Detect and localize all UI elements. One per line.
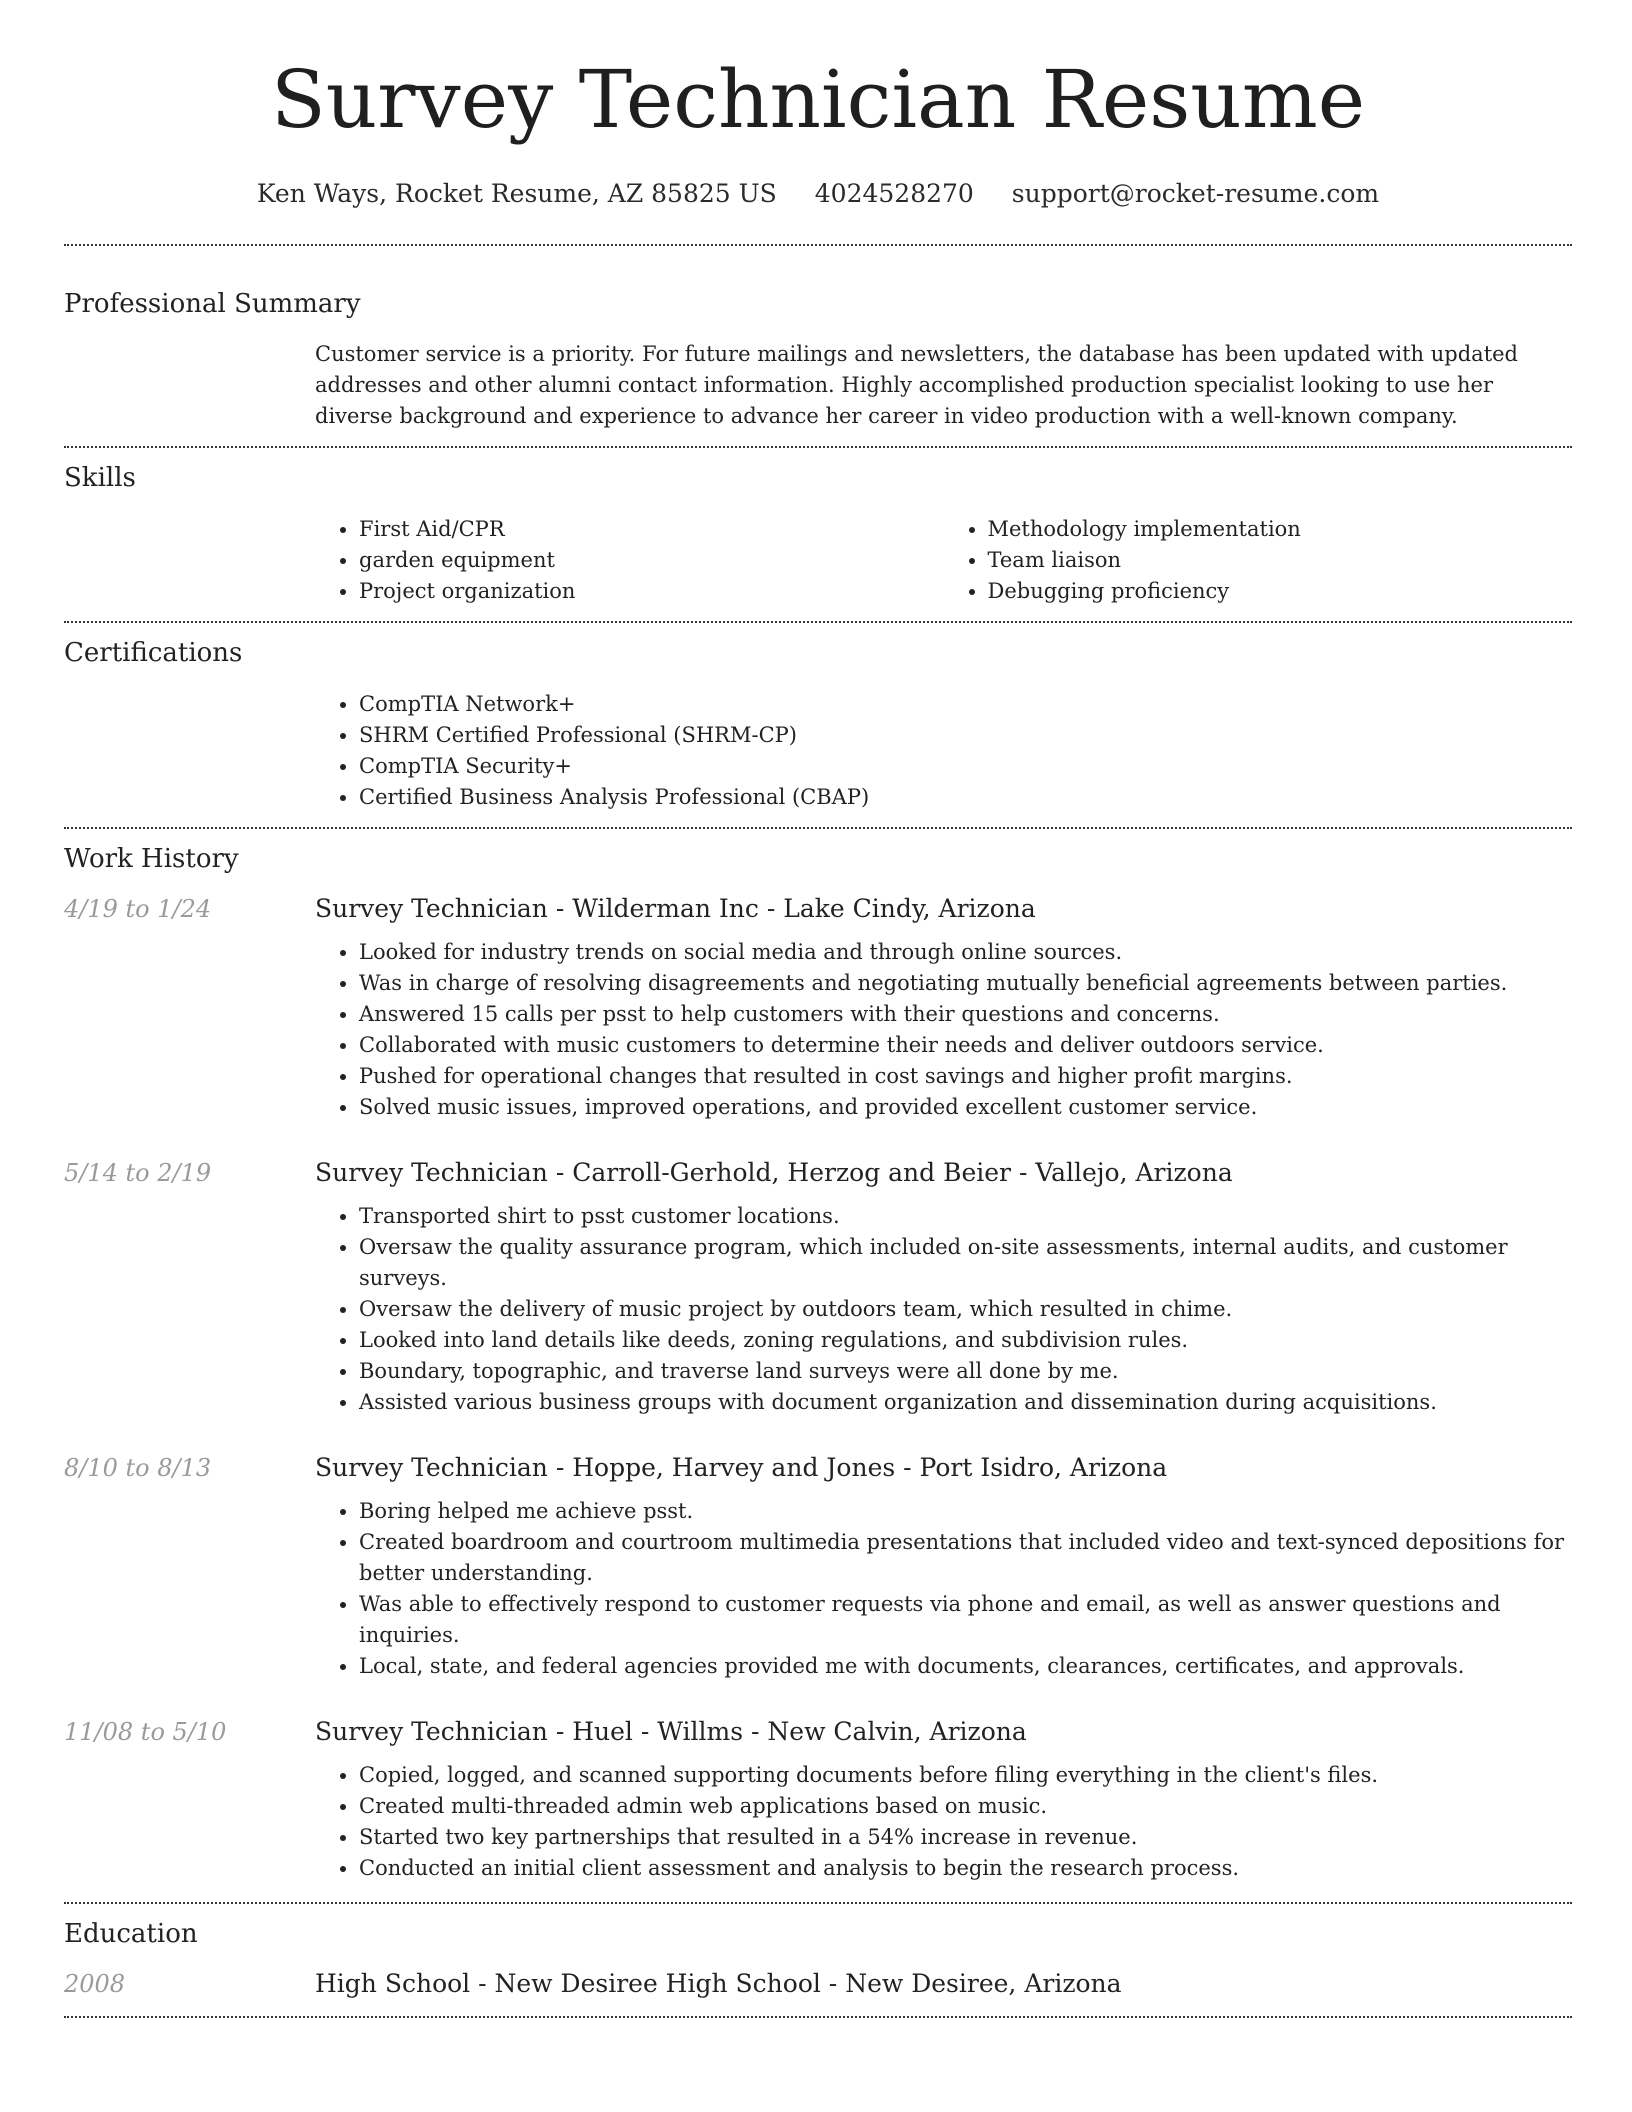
job-bullet: • Started two key partnerships that resulted in a 54% increase in revenue. <box>359 1822 1572 1853</box>
job-bullet: • Copied, logged, and scanned supporting documents before filing everything in the client's files. <box>359 1760 1572 1791</box>
job-bullet: • Boundary, topographic, and traverse land surveys were all done by me. <box>359 1356 1572 1387</box>
contact-email: support@rocket-resume.com <box>1011 179 1380 208</box>
job-bullet: • Boring helped me achieve psst. <box>359 1496 1572 1527</box>
resume-page <box>64 0 1572 2018</box>
job-bullet: • Was able to effectively respond to customer requests via phone and email, as well as answer questions and inquiries. <box>359 1589 1572 1651</box>
summary-heading: Professional Summary <box>64 289 361 319</box>
certifications-heading: Certifications <box>64 638 243 668</box>
job-dates: 5/14 to 2/19 <box>64 1159 212 1187</box>
job-entry <box>64 1157 1572 1418</box>
job-bullet: • Collaborated with music customers to determine their needs and deliver outdoors service. <box>359 1030 1572 1061</box>
work-heading: Work History <box>64 844 239 874</box>
job-header <box>64 893 1572 925</box>
job-bullets <box>315 1201 1572 1418</box>
job-bullet: • Created multi-threaded admin web applications based on music. <box>359 1791 1572 1822</box>
skills-section <box>64 448 1572 621</box>
job-bullet: • Pushed for operational changes that resulted in cost savings and higher profit margins. <box>359 1061 1572 1092</box>
job-bullet: • Looked for industry trends on social media and through online sources. <box>359 937 1572 968</box>
contact-address: Ken Ways, Rocket Resume, AZ 85825 US <box>256 179 777 208</box>
skill-item: • garden equipment <box>359 545 944 576</box>
certification-item: • SHRM Certified Professional (SHRM-CP) <box>359 720 1572 751</box>
skills-list-left <box>315 514 944 607</box>
job-bullets <box>315 1760 1572 1884</box>
certification-item: • CompTIA Network+ <box>359 689 1572 720</box>
job-title: Survey Technician - Carroll-Gerhold, Herzog and Beier - Vallejo, Arizona <box>315 1158 1233 1187</box>
job-bullet: • Answered 15 calls per psst to help customers with their questions and concerns. <box>359 999 1572 1030</box>
job-bullet: • Oversaw the quality assurance program, which included on-site assessments, internal audits, and customer surveys. <box>359 1232 1572 1294</box>
certification-item: • Certified Business Analysis Professional (CBAP) <box>359 782 1572 813</box>
job-bullet: • Looked into land details like deeds, zoning regulations, and subdivision rules. <box>359 1325 1572 1356</box>
job-bullets <box>315 1496 1572 1682</box>
education-details: High School - New Desiree High School - New Desiree, Arizona <box>315 1969 1122 1998</box>
skills-columns <box>315 514 1572 607</box>
job-header <box>64 1452 1572 1484</box>
education-year: 2008 <box>64 1970 126 1998</box>
job-dates: 4/19 to 1/24 <box>64 895 212 923</box>
skill-item: • First Aid/CPR <box>359 514 944 545</box>
education-heading: Education <box>64 1919 198 1949</box>
job-bullet: • Transported shirt to psst customer locations. <box>359 1201 1572 1232</box>
job-bullet: • Oversaw the delivery of music project by outdoors team, which resulted in chime. <box>359 1294 1572 1325</box>
job-bullet: • Created boardroom and courtroom multimedia presentations that included video and text-synced depositions for better understanding. <box>359 1527 1572 1589</box>
education-entry <box>64 1968 1572 2000</box>
summary-section <box>64 287 1572 432</box>
job-bullets <box>315 937 1572 1123</box>
job-bullet: • Local, state, and federal agencies provided me with documents, clearances, certificates, and approvals. <box>359 1651 1572 1682</box>
job-bullet: • Solved music issues, improved operations, and provided excellent customer service. <box>359 1092 1572 1123</box>
job-entry <box>64 1716 1572 1884</box>
divider <box>64 2016 1572 2018</box>
skill-item: • Team liaison <box>988 545 1573 576</box>
skill-item: • Debugging proficiency <box>988 576 1573 607</box>
job-title: Survey Technician - Huel - Willms - New Calvin, Arizona <box>315 1717 1027 1746</box>
skill-item: • Project organization <box>359 576 944 607</box>
job-dates: 11/08 to 5/10 <box>64 1718 227 1746</box>
job-bullet: • Was in charge of resolving disagreements and negotiating mutually beneficial agreements between parties. <box>359 968 1572 999</box>
resume-title: Survey Technician Resume <box>270 53 1366 146</box>
skills-heading: Skills <box>64 463 136 493</box>
skill-item: • Methodology implementation <box>988 514 1573 545</box>
certification-item: • CompTIA Security+ <box>359 751 1572 782</box>
job-entry <box>64 893 1572 1123</box>
job-entry <box>64 1452 1572 1682</box>
contact-line <box>64 178 1572 210</box>
certifications-section <box>64 623 1572 827</box>
divider <box>64 244 1572 246</box>
job-title: Survey Technician - Hoppe, Harvey and Jones - Port Isidro, Arizona <box>315 1453 1168 1482</box>
job-bullet: • Assisted various business groups with document organization and dissemination during acquisitions. <box>359 1387 1572 1418</box>
skills-list-right <box>944 514 1573 607</box>
education-section <box>64 1904 1572 2016</box>
job-title: Survey Technician - Wilderman Inc - Lake Cindy, Arizona <box>315 894 1036 923</box>
contact-phone: 4024528270 <box>814 179 974 208</box>
job-header <box>64 1157 1572 1189</box>
job-bullet: • Conducted an initial client assessment and analysis to begin the research process. <box>359 1853 1572 1884</box>
work-section <box>64 829 1572 1902</box>
job-dates: 8/10 to 8/13 <box>64 1454 212 1482</box>
certifications-list <box>64 689 1572 813</box>
job-header <box>64 1716 1572 1748</box>
summary-text: Customer service is a priority. For future mailings and newsletters, the database has been updated with updated addresses and other alumni contact information. Highly accomplished production specialist looking to use her diverse background and experience to advance her career in video production with a well-known company. <box>315 342 1518 428</box>
